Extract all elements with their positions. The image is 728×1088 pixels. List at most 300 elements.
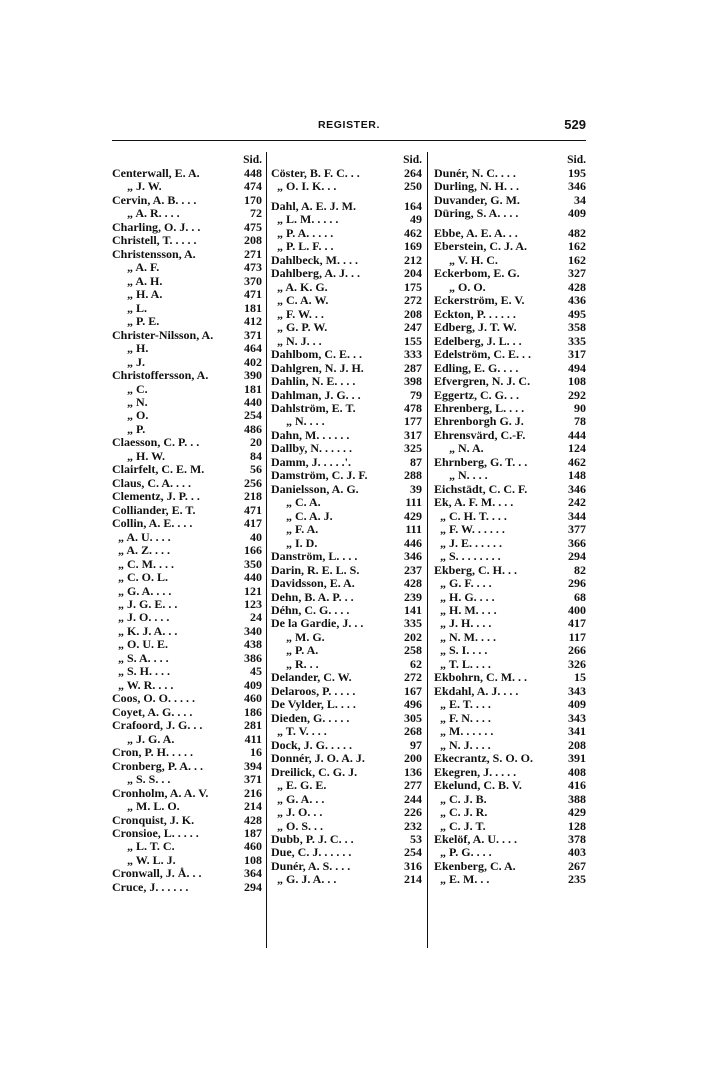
entry-name: „ J. G. A. bbox=[112, 732, 175, 746]
entry-page: 277 bbox=[404, 778, 422, 793]
entry-name: Clementz, J. P. . . bbox=[112, 490, 200, 504]
entry-name: „ O. U. E. bbox=[112, 638, 169, 652]
entry-page: 417 bbox=[568, 616, 586, 631]
entry-page: 166 bbox=[244, 543, 262, 558]
entry-page: 108 bbox=[568, 374, 586, 389]
index-entry bbox=[434, 860, 586, 873]
entry-page: 409 bbox=[244, 677, 262, 692]
entry-page: 335 bbox=[404, 616, 422, 631]
entry-page: 239 bbox=[404, 589, 422, 604]
entry-name: „ O. O. bbox=[434, 280, 486, 294]
entry-name: „ F. W. . . bbox=[271, 307, 324, 321]
index-entry bbox=[112, 194, 262, 207]
entry-page: 402 bbox=[244, 354, 262, 369]
entry-page: 417 bbox=[244, 516, 262, 531]
index-entry bbox=[271, 227, 422, 240]
entry-page: 471 bbox=[244, 287, 262, 302]
entry-name: „ C. J. R. bbox=[434, 806, 488, 820]
entry-page: 226 bbox=[404, 805, 422, 820]
index-entry bbox=[271, 644, 422, 657]
entry-page: 208 bbox=[404, 306, 422, 321]
index-entry bbox=[271, 564, 422, 577]
entry-page: 341 bbox=[568, 724, 586, 739]
entry-name: Efvergren, N. J. C. bbox=[434, 375, 531, 389]
entry-page: 164 bbox=[404, 198, 422, 213]
entry-page: 20 bbox=[250, 435, 262, 450]
entry-name: Cronberg, P. A. . . bbox=[112, 759, 204, 773]
entry-page: 187 bbox=[244, 825, 262, 840]
index-entry bbox=[271, 739, 422, 752]
index-entry bbox=[271, 200, 422, 213]
entry-page: 108 bbox=[244, 852, 262, 867]
entry-page: 258 bbox=[404, 643, 422, 658]
sid-label: Sid. bbox=[403, 154, 422, 166]
entry-name: Duvander, G. M. bbox=[434, 193, 520, 207]
entry-name: „ P. A. bbox=[271, 644, 319, 658]
entry-name: „ C. J. T. bbox=[434, 819, 486, 833]
index-entry bbox=[112, 423, 262, 436]
entry-name: Cruce, J. . . . . . bbox=[112, 880, 189, 894]
column-divider bbox=[427, 152, 428, 948]
entry-page: 214 bbox=[404, 872, 422, 887]
entry-page: 335 bbox=[568, 333, 586, 348]
index-entry bbox=[434, 712, 586, 725]
entry-name: „ E. M. . . bbox=[434, 873, 490, 887]
index-entry bbox=[434, 591, 586, 604]
index-entry bbox=[112, 531, 262, 544]
entry-name: „ W. L. J. bbox=[112, 853, 176, 867]
index-entry bbox=[112, 692, 262, 705]
entry-name: „ G. A. . . . bbox=[112, 584, 172, 598]
entry-name: „ I. D. bbox=[271, 536, 318, 550]
entry-page: 409 bbox=[568, 206, 586, 221]
entry-name: Cronsioe, L. . . . . bbox=[112, 826, 199, 840]
entry-page: 473 bbox=[244, 260, 262, 275]
entry-name: Ekelöf, A. U. . . . bbox=[434, 832, 518, 846]
entry-name: „ G. P. W. bbox=[271, 321, 328, 335]
running-title: REGISTER. bbox=[318, 119, 380, 131]
entry-name: Collin, A. E. . . . bbox=[112, 517, 193, 531]
index-entry bbox=[112, 275, 262, 288]
index-entry bbox=[271, 267, 422, 280]
index-entry bbox=[434, 752, 586, 765]
index-entry bbox=[271, 180, 422, 193]
entry-name: „ C. A. bbox=[271, 496, 321, 510]
index-entry bbox=[112, 665, 262, 678]
entry-name: Ekenberg, C. A. bbox=[434, 859, 516, 873]
entry-name: Christensson, A. bbox=[112, 247, 196, 261]
index-entry bbox=[112, 881, 262, 894]
index-entry bbox=[112, 867, 262, 880]
index-entry bbox=[112, 315, 262, 328]
entry-name: Damström, C. J. F. bbox=[271, 469, 368, 483]
index-entry bbox=[434, 469, 586, 482]
entry-page: 371 bbox=[244, 327, 262, 342]
entry-name: „ A. U. . . . bbox=[112, 530, 171, 544]
entry-name: „ O. I. K. . . bbox=[271, 180, 337, 194]
index-entry bbox=[112, 854, 262, 867]
index-entry bbox=[271, 442, 422, 455]
index-entry bbox=[112, 558, 262, 571]
entry-page: 403 bbox=[568, 845, 586, 860]
entry-page: 16 bbox=[250, 745, 262, 760]
entry-page: 82 bbox=[574, 562, 586, 577]
index-column-1 bbox=[112, 154, 262, 894]
index-entry bbox=[112, 827, 262, 840]
sid-label: Sid. bbox=[243, 154, 262, 166]
entry-page: 350 bbox=[244, 556, 262, 571]
entry-page: 496 bbox=[404, 697, 422, 712]
entry-page: 177 bbox=[404, 414, 422, 429]
index-entry bbox=[434, 820, 586, 833]
index-entry bbox=[434, 685, 586, 698]
entry-name: Ehrenborgh G. J. bbox=[434, 415, 524, 429]
index-entry bbox=[434, 167, 586, 180]
index-entry bbox=[434, 281, 586, 294]
entry-name: Ekegren, J. . . . . bbox=[434, 765, 517, 779]
entry-page: 440 bbox=[244, 394, 262, 409]
entry-page: 292 bbox=[568, 387, 586, 402]
index-entry bbox=[434, 375, 586, 388]
entry-name: „ H. W. bbox=[112, 449, 166, 463]
entry-page: 202 bbox=[404, 629, 422, 644]
index-entry bbox=[434, 658, 586, 671]
index-entry bbox=[434, 779, 586, 792]
entry-name: Davidsson, E. A. bbox=[271, 577, 355, 591]
index-entry bbox=[434, 194, 586, 207]
index-entry bbox=[112, 248, 262, 261]
entry-page: 288 bbox=[404, 468, 422, 483]
entry-name: Cöster, B. F. C. . . bbox=[271, 167, 360, 180]
entry-name: Christoffersson, A. bbox=[112, 369, 209, 383]
entry-name: Dunér, A. S. . . . bbox=[271, 859, 351, 873]
index-entry bbox=[271, 820, 422, 833]
index-entry bbox=[434, 496, 586, 509]
entry-page: 208 bbox=[568, 737, 586, 752]
entry-page: 24 bbox=[250, 610, 262, 625]
index-entry bbox=[112, 679, 262, 692]
entry-page: 316 bbox=[404, 858, 422, 873]
entry-page: 428 bbox=[568, 279, 586, 294]
entry-page: 333 bbox=[404, 347, 422, 362]
entry-page: 398 bbox=[404, 374, 422, 389]
index-entry bbox=[112, 477, 262, 490]
index-entry bbox=[434, 402, 586, 415]
entry-page: 429 bbox=[568, 805, 586, 820]
entry-page: 208 bbox=[244, 233, 262, 248]
entry-name: „ P. L. F. . . bbox=[271, 240, 334, 254]
entry-page: 429 bbox=[404, 508, 422, 523]
entry-name: „ N. . . . bbox=[271, 415, 325, 429]
entry-page: 242 bbox=[568, 495, 586, 510]
entry-page: 204 bbox=[404, 266, 422, 281]
entry-page: 216 bbox=[244, 785, 262, 800]
entry-name: Damm, J. . . . .'. bbox=[271, 455, 351, 469]
index-entry bbox=[271, 375, 422, 388]
entry-page: 448 bbox=[244, 166, 262, 180]
entry-name: Dahlbom, C. E. . . bbox=[271, 348, 363, 362]
entry-page: 214 bbox=[244, 799, 262, 814]
index-entry bbox=[434, 873, 586, 886]
entry-name: „ S. I. . . . bbox=[434, 644, 488, 658]
entry-name: „ M. G. bbox=[271, 630, 325, 644]
index-entry bbox=[112, 840, 262, 853]
index-entry bbox=[112, 207, 262, 220]
header-rule bbox=[112, 140, 586, 141]
entry-name: „ C. bbox=[112, 382, 148, 396]
entry-name: „ O. S. . . bbox=[271, 819, 324, 833]
page-header bbox=[112, 119, 586, 137]
index-entry bbox=[112, 302, 262, 315]
index-entry bbox=[112, 463, 262, 476]
entry-page: 471 bbox=[244, 502, 262, 517]
entry-page: 264 bbox=[404, 166, 422, 180]
index-entry bbox=[434, 415, 586, 428]
entry-name: „ N. M. . . . bbox=[434, 630, 496, 644]
index-entry bbox=[112, 383, 262, 396]
index-entry bbox=[434, 180, 586, 193]
entry-name: Crafoord, J. G. . . bbox=[112, 719, 203, 733]
entry-name: Delaroos, P. . . . . bbox=[271, 684, 356, 698]
index-entry bbox=[434, 389, 586, 402]
entry-page: 15 bbox=[574, 670, 586, 685]
index-entry bbox=[112, 180, 262, 193]
index-entry bbox=[271, 712, 422, 725]
entry-name: Ekbohrn, C. M. . . bbox=[434, 671, 528, 685]
entry-page: 141 bbox=[404, 603, 422, 617]
index-entry bbox=[112, 356, 262, 369]
entry-name: Dehn, B. A. P. . . bbox=[271, 590, 354, 604]
entry-page: 343 bbox=[568, 683, 586, 698]
entry-name: Eichstädt, C. C. F. bbox=[434, 482, 528, 496]
entry-name: „ A. F. bbox=[112, 261, 160, 275]
entry-page: 317 bbox=[404, 427, 422, 442]
entry-page: 409 bbox=[568, 697, 586, 712]
entry-name: „ A. K. G. bbox=[271, 280, 328, 294]
entry-name: Dallby, N. . . . . . bbox=[271, 442, 353, 456]
entry-name: „ A. Z. . . . bbox=[112, 544, 171, 558]
entry-page: 250 bbox=[404, 179, 422, 194]
entry-name: Cronquist, J. K. bbox=[112, 813, 195, 827]
index-entry bbox=[434, 321, 586, 334]
entry-name: Eckton, P. . . . . . bbox=[434, 307, 516, 321]
entry-page: 162 bbox=[568, 239, 586, 254]
entry-name: Clairfelt, C. E. M. bbox=[112, 463, 205, 477]
index-entry bbox=[434, 793, 586, 806]
index-entry bbox=[271, 671, 422, 684]
index-entry bbox=[434, 510, 586, 523]
index-entry bbox=[434, 631, 586, 644]
entry-name: De Vylder, L. . . . bbox=[271, 698, 356, 712]
entry-page: 170 bbox=[244, 192, 262, 207]
index-entry bbox=[271, 631, 422, 644]
entry-name: „ H. bbox=[112, 342, 149, 356]
entry-name: Ekecrantz, S. O. O. bbox=[434, 752, 533, 766]
index-entry bbox=[112, 261, 262, 274]
index-entry bbox=[271, 833, 422, 846]
entry-name: Colliander, E. T. bbox=[112, 503, 196, 517]
entry-name: „ H. A. bbox=[112, 288, 163, 302]
entry-name: „ A. H. bbox=[112, 274, 163, 288]
entry-page: 371 bbox=[244, 772, 262, 787]
entry-name: Dahl, A. E. J. M. bbox=[271, 199, 357, 213]
entry-name: „ T. V. . . . bbox=[271, 725, 327, 739]
entry-page: 79 bbox=[410, 387, 422, 402]
index-entry bbox=[112, 369, 262, 382]
entry-name: „ J. bbox=[112, 355, 145, 369]
index-entry bbox=[271, 658, 422, 671]
entry-page: 111 bbox=[405, 522, 422, 537]
entry-page: 49 bbox=[410, 212, 422, 227]
entry-name: Ehrenberg, L. . . . bbox=[434, 401, 525, 415]
entry-page: 266 bbox=[568, 643, 586, 658]
entry-name: „ H. M. . . . bbox=[434, 604, 497, 617]
entry-page: 200 bbox=[404, 751, 422, 766]
entry-page: 121 bbox=[244, 583, 262, 598]
index-entry bbox=[271, 873, 422, 886]
entry-page: 343 bbox=[568, 710, 586, 725]
entry-page: 370 bbox=[244, 273, 262, 288]
index-entry bbox=[112, 773, 262, 786]
entry-name: Ekdahl, A. J. . . . bbox=[434, 684, 519, 698]
entry-page: 254 bbox=[404, 845, 422, 860]
entry-name: „ G. A. . . bbox=[271, 792, 325, 806]
index-entry bbox=[271, 793, 422, 806]
entry-name: „ S. A. . . . bbox=[112, 651, 169, 665]
entry-page: 62 bbox=[410, 656, 422, 671]
page-number: 529 bbox=[564, 117, 586, 132]
entry-page: 388 bbox=[568, 791, 586, 806]
entry-name: Edling, E. G. . . . bbox=[434, 361, 519, 375]
index-entry bbox=[112, 746, 262, 759]
entry-name: „ E. T. . . . bbox=[434, 698, 491, 712]
entry-page: 364 bbox=[244, 866, 262, 881]
index-entry bbox=[271, 362, 422, 375]
entry-page: 124 bbox=[568, 441, 586, 456]
index-entry bbox=[271, 510, 422, 523]
entry-page: 181 bbox=[244, 300, 262, 315]
index-entry bbox=[271, 308, 422, 321]
entry-name: Dahn, M. . . . . . bbox=[271, 428, 350, 442]
index-entry bbox=[271, 806, 422, 819]
entry-page: 45 bbox=[250, 664, 262, 679]
entry-name: Ebbe, A. E. A. . . bbox=[434, 226, 518, 240]
entry-page: 444 bbox=[568, 427, 586, 442]
entry-name: Dahlgren, N. J. H. bbox=[271, 361, 364, 375]
entry-page: 281 bbox=[244, 718, 262, 733]
index-entry bbox=[271, 537, 422, 550]
entry-page: 97 bbox=[410, 737, 422, 752]
entry-page: 326 bbox=[568, 656, 586, 671]
entry-name: „ E. G. E. bbox=[271, 779, 327, 793]
entry-page: 169 bbox=[404, 239, 422, 254]
entry-page: 254 bbox=[244, 408, 262, 423]
entry-page: 495 bbox=[568, 306, 586, 321]
index-column-3 bbox=[434, 154, 586, 887]
entry-page: 128 bbox=[568, 818, 586, 833]
entry-name: „ G. F. . . . bbox=[434, 577, 492, 591]
entry-name: Durling, N. H. . . bbox=[434, 180, 520, 194]
entry-name: „ O. bbox=[112, 409, 149, 423]
entry-name: „ K. J. A. . . bbox=[112, 624, 178, 638]
entry-name: „ N. J. . . . bbox=[434, 738, 491, 752]
entry-page: 232 bbox=[404, 818, 422, 833]
entry-page: 428 bbox=[244, 812, 262, 827]
entry-name: „ M. L. O. bbox=[112, 800, 180, 814]
index-entry bbox=[112, 329, 262, 342]
index-entry bbox=[271, 577, 422, 590]
index-entry bbox=[271, 860, 422, 873]
index-entry bbox=[434, 604, 586, 617]
entry-page: 272 bbox=[404, 670, 422, 685]
entry-page: 317 bbox=[568, 347, 586, 362]
index-entry bbox=[434, 766, 586, 779]
index-entry bbox=[271, 698, 422, 711]
index-entry bbox=[112, 167, 262, 180]
index-entry bbox=[434, 335, 586, 348]
entry-page: 68 bbox=[574, 589, 586, 604]
entry-page: 167 bbox=[404, 683, 422, 698]
entry-page: 346 bbox=[404, 549, 422, 564]
entry-name: „ P. A. . . . . bbox=[271, 226, 334, 240]
entry-name: Eberstein, C. J. A. bbox=[434, 240, 527, 254]
entry-name: Déhn, C. G. . . . bbox=[271, 604, 350, 617]
index-entry bbox=[112, 409, 262, 422]
entry-page: 346 bbox=[568, 481, 586, 496]
index-entry bbox=[112, 760, 262, 773]
entry-page: 482 bbox=[568, 225, 586, 240]
entry-page: 181 bbox=[244, 381, 262, 396]
entry-name: Danström, L. . . . bbox=[271, 550, 358, 564]
entry-page: 486 bbox=[244, 421, 262, 436]
index-entry bbox=[271, 281, 422, 294]
entry-page: 340 bbox=[244, 623, 262, 638]
index-entry bbox=[434, 550, 586, 563]
entry-page: 247 bbox=[404, 320, 422, 335]
entry-name: „ N. . . . bbox=[434, 469, 488, 483]
index-entry bbox=[271, 685, 422, 698]
entry-page: 218 bbox=[244, 489, 262, 504]
entry-name: „ T. L. . . . bbox=[434, 657, 491, 671]
entry-page: 462 bbox=[568, 454, 586, 469]
index-entry bbox=[112, 787, 262, 800]
entry-page: 34 bbox=[574, 192, 586, 207]
index-entry bbox=[434, 833, 586, 846]
entry-name: „ G. J. A. . . bbox=[271, 873, 337, 887]
entry-page: 296 bbox=[568, 576, 586, 591]
sid-label: Sid. bbox=[567, 154, 586, 166]
entry-name: Donnér, J. O. A. J. bbox=[271, 752, 365, 766]
index-entry bbox=[112, 450, 262, 463]
index-entry bbox=[434, 739, 586, 752]
entry-name: Due, C. J. . . . . . bbox=[271, 846, 352, 860]
entry-page: 464 bbox=[244, 341, 262, 356]
entry-name: Edelberg, J. L. . . bbox=[434, 334, 522, 348]
entry-name: Christer-Nilsson, A. bbox=[112, 328, 214, 342]
index-entry bbox=[271, 523, 422, 536]
entry-page: 400 bbox=[568, 603, 586, 617]
entry-page: 186 bbox=[244, 704, 262, 719]
entry-name: „ J. E. . . . . . bbox=[434, 536, 503, 550]
index-entry bbox=[271, 456, 422, 469]
index-entry bbox=[271, 240, 422, 253]
entry-name: „ P. bbox=[112, 422, 146, 436]
index-entry bbox=[112, 706, 262, 719]
entry-page: 408 bbox=[568, 764, 586, 779]
entry-name: Eckerbom, E. G. bbox=[434, 267, 520, 281]
entry-name: „ N. bbox=[112, 395, 148, 409]
index-entry bbox=[112, 544, 262, 557]
